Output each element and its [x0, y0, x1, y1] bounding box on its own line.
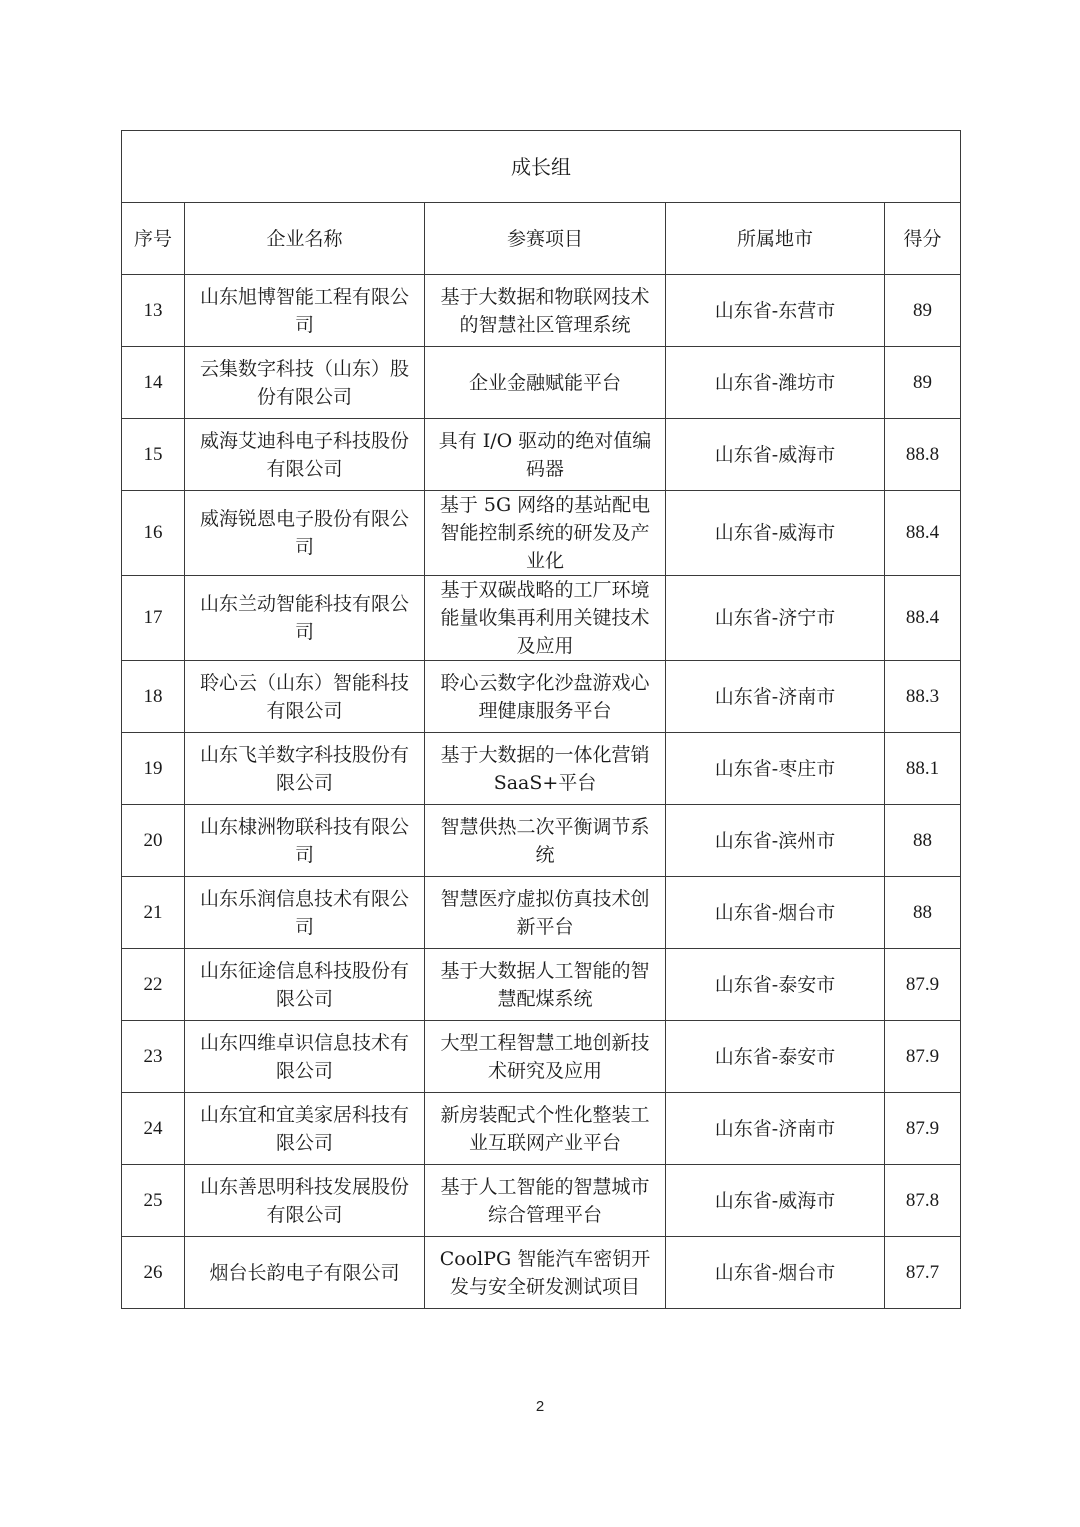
table-row: [122, 576, 961, 661]
table-row: [122, 419, 961, 491]
project-name: 智慧供热二次平衡调节系统: [425, 805, 666, 877]
city: 山东省-东营市: [666, 275, 885, 347]
header-score: 得分: [885, 203, 961, 275]
table-row: [122, 661, 961, 733]
city: 山东省-泰安市: [666, 949, 885, 1021]
project-name: 新房装配式个性化整装工业互联网产业平台: [425, 1093, 666, 1165]
project-name: 基于 5G 网络的基站配电智能控制系统的研发及产业化: [425, 491, 666, 576]
row-number: 16: [122, 491, 185, 576]
company-name: 山东宜和宜美家居科技有限公司: [185, 1093, 425, 1165]
score: 87.9: [885, 949, 961, 1021]
project-name: 大型工程智慧工地创新技术研究及应用: [425, 1021, 666, 1093]
score: 89: [885, 275, 961, 347]
group-title: 成长组: [122, 131, 961, 203]
city: 山东省-威海市: [666, 419, 885, 491]
city: 山东省-潍坊市: [666, 347, 885, 419]
table-row: [122, 733, 961, 805]
project-name: 基于大数据的一体化营销 SaaS+平台: [425, 733, 666, 805]
project-name: 基于人工智能的智慧城市综合管理平台: [425, 1165, 666, 1237]
city: 山东省-威海市: [666, 1165, 885, 1237]
row-number: 18: [122, 661, 185, 733]
row-number: 13: [122, 275, 185, 347]
row-number: 15: [122, 419, 185, 491]
company-name: 山东乐润信息技术有限公司: [185, 877, 425, 949]
company-name: 聆心云（山东）智能科技有限公司: [185, 661, 425, 733]
row-number: 20: [122, 805, 185, 877]
row-number: 22: [122, 949, 185, 1021]
results-table: [121, 130, 961, 1309]
project-name: 企业金融赋能平台: [425, 347, 666, 419]
header-company: 企业名称: [185, 203, 425, 275]
city: 山东省-济南市: [666, 1093, 885, 1165]
row-number: 25: [122, 1165, 185, 1237]
row-number: 26: [122, 1237, 185, 1309]
company-name: 威海艾迪科电子科技股份有限公司: [185, 419, 425, 491]
row-number: 14: [122, 347, 185, 419]
row-number: 21: [122, 877, 185, 949]
table-row: [122, 1237, 961, 1309]
header-city: 所属地市: [666, 203, 885, 275]
company-name: 山东兰动智能科技有限公司: [185, 576, 425, 661]
project-name: 基于大数据和物联网技术的智慧社区管理系统: [425, 275, 666, 347]
row-number: 23: [122, 1021, 185, 1093]
row-number: 19: [122, 733, 185, 805]
score: 88.3: [885, 661, 961, 733]
score: 88: [885, 805, 961, 877]
company-name: 山东四维卓识信息技术有限公司: [185, 1021, 425, 1093]
score: 88.4: [885, 576, 961, 661]
city: 山东省-烟台市: [666, 877, 885, 949]
city: 山东省-滨州市: [666, 805, 885, 877]
table-row: [122, 877, 961, 949]
row-number: 24: [122, 1093, 185, 1165]
row-number: 17: [122, 576, 185, 661]
header-no: 序号: [122, 203, 185, 275]
company-name: 云集数字科技（山东）股份有限公司: [185, 347, 425, 419]
project-name: 基于大数据人工智能的智慧配煤系统: [425, 949, 666, 1021]
city: 山东省-济宁市: [666, 576, 885, 661]
city: 山东省-泰安市: [666, 1021, 885, 1093]
table-row: [122, 949, 961, 1021]
company-name: 山东善思明科技发展股份有限公司: [185, 1165, 425, 1237]
city: 山东省-济南市: [666, 661, 885, 733]
project-name: 聆心云数字化沙盘游戏心理健康服务平台: [425, 661, 666, 733]
score: 88.4: [885, 491, 961, 576]
table-row: [122, 1093, 961, 1165]
score: 88.1: [885, 733, 961, 805]
score: 87.7: [885, 1237, 961, 1309]
table-row: [122, 1021, 961, 1093]
city: 山东省-威海市: [666, 491, 885, 576]
city: 山东省-烟台市: [666, 1237, 885, 1309]
company-name: 山东棣洲物联科技有限公司: [185, 805, 425, 877]
score: 88: [885, 877, 961, 949]
project-name: 基于双碳战略的工厂环境能量收集再利用关键技术及应用: [425, 576, 666, 661]
score: 87.9: [885, 1021, 961, 1093]
project-name: CoolPG 智能汽车密钥开发与安全研发测试项目: [425, 1237, 666, 1309]
company-name: 山东旭博智能工程有限公司: [185, 275, 425, 347]
project-name: 智慧医疗虚拟仿真技术创新平台: [425, 877, 666, 949]
company-name: 山东征途信息科技股份有限公司: [185, 949, 425, 1021]
city: 山东省-枣庄市: [666, 733, 885, 805]
score: 88.8: [885, 419, 961, 491]
company-name: 山东飞羊数字科技股份有限公司: [185, 733, 425, 805]
score: 87.9: [885, 1093, 961, 1165]
table-row: [122, 1165, 961, 1237]
table-row: [122, 491, 961, 576]
page-number: 2: [535, 1398, 545, 1415]
table-row: [122, 347, 961, 419]
table-row: [122, 805, 961, 877]
company-name: 烟台长韵电子有限公司: [185, 1237, 425, 1309]
score: 87.8: [885, 1165, 961, 1237]
project-name: 具有 I/O 驱动的绝对值编码器: [425, 419, 666, 491]
company-name: 威海锐恩电子股份有限公司: [185, 491, 425, 576]
header-row: [122, 203, 961, 275]
header-project: 参赛项目: [425, 203, 666, 275]
table-row: [122, 275, 961, 347]
score: 89: [885, 347, 961, 419]
